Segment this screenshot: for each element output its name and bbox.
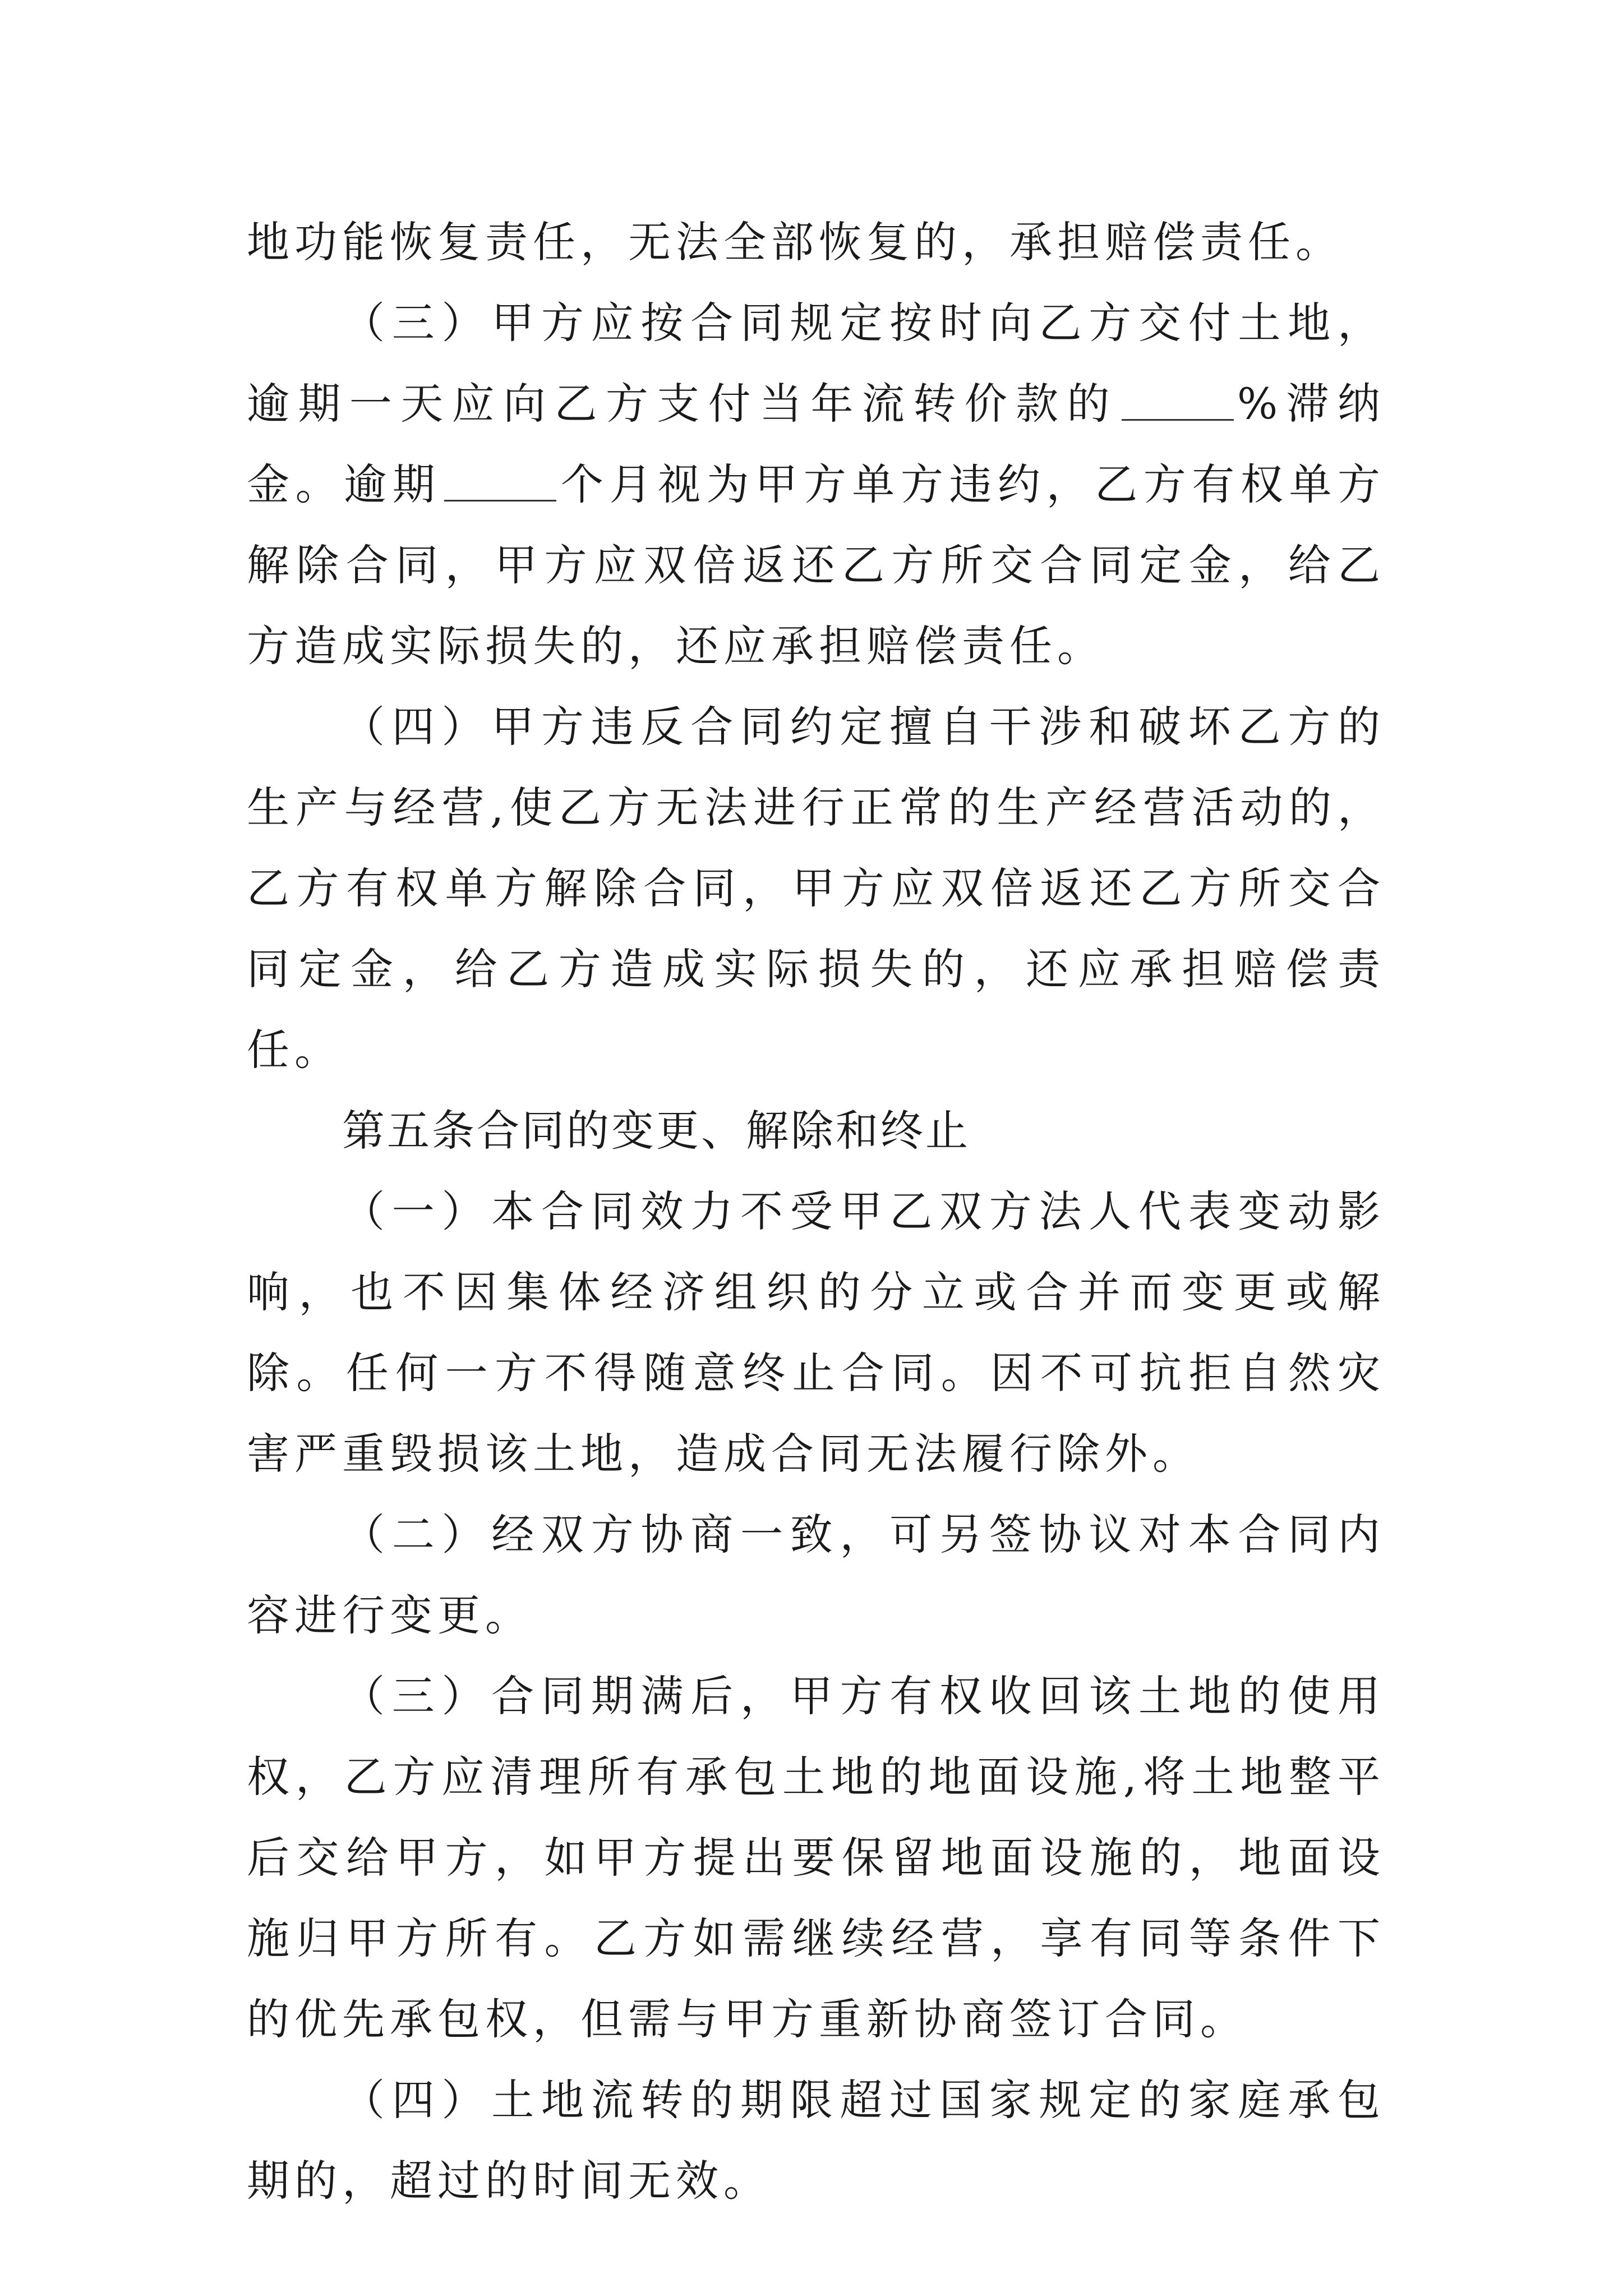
paragraph-article-5-clause-4: （四）土地流转的期限超过国家规定的家庭承包期的，超过的时间无效。 (247, 2075, 1385, 2206)
clause-3-text-b: %滞纳金。逾期 (247, 379, 1386, 509)
clause-3-text-a: （三）甲方应按合同规定按时向乙方交付土地，逾期一天应向乙方支付当年流转价款的 (247, 298, 1385, 429)
paragraph-clause-4-interference: （四）甲方违反合同约定擅自干涉和破坏乙方的生产与经营,使乙方无法进行正常的生产经营活动的，乙方有权单方解除合同，甲方应双倍返还乙方所交合同定金，给乙方造成实际损失的，还应承担赔偿责任。 (247, 702, 1385, 1075)
paragraph-clause-3-delivery (247, 283, 1385, 687)
clause-3-text-c: 个月视为甲方单方违约，乙方有权单方解除合同，甲方应双倍返还乙方所交合同定金，给乙方造成实际损失的，还应承担赔偿责任。 (247, 459, 1386, 671)
blank-penalty-rate (1122, 385, 1234, 421)
document-body (247, 202, 1385, 2221)
paragraph-article-5-clause-2: （二）经双方协商一致，可另签协议对本合同内容进行变更。 (247, 1510, 1385, 1640)
blank-overdue-months (444, 466, 556, 501)
article-5-heading: 第五条合同的变更、解除和终止 (342, 1106, 970, 1156)
paragraph-continuation: 地功能恢复责任，无法全部恢复的，承担赔偿责任。 (247, 217, 1343, 267)
paragraph-article-5-clause-3: （三）合同期满后，甲方有权收回该土地的使用权，乙方应清理所有承包土地的地面设施,将土地整平后交给甲方，如甲方提出要保留地面设施的，地面设施归甲方所有。乙方如需继续经营，享有同等条件下的优先承包权，但需与甲方重新协商签订合同。 (247, 1671, 1385, 2044)
paragraph-article-5-clause-1: （一）本合同效力不受甲乙双方法人代表变动影响，也不因集体经济组织的分立或合并而变更或解除。任何一方不得随意终止合同。因不可抗拒自然灾害严重毁损该土地，造成合同无法履行除外。 (247, 1186, 1385, 1479)
